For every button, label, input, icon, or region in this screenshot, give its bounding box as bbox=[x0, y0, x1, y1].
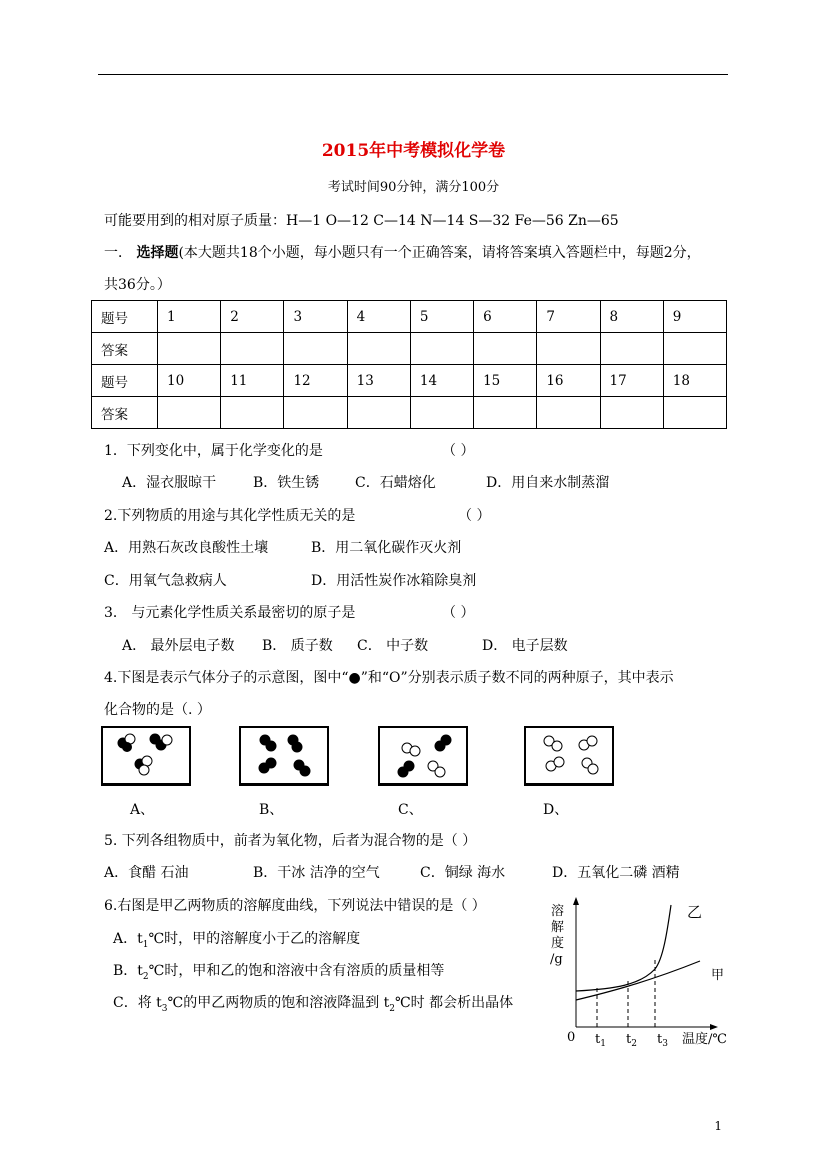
q3-option-a: A． 最外层电子数 bbox=[122, 638, 235, 654]
q3-option-c: C． 中子数 bbox=[357, 638, 429, 654]
q6-b-pre: B．t bbox=[113, 963, 143, 979]
molecule-box-b bbox=[239, 726, 329, 786]
q1-option-b: B．铁生锈 bbox=[253, 475, 320, 491]
answer-cell[interactable] bbox=[600, 397, 663, 429]
section1-heading bbox=[104, 242, 701, 262]
row-label: 题号 bbox=[92, 365, 158, 397]
table-cell: 14 bbox=[410, 365, 473, 397]
q5-option-c: C．铜绿 海水 bbox=[420, 865, 506, 881]
molecule-box-c bbox=[378, 726, 468, 786]
q6-c-pre: C．将 t bbox=[113, 995, 162, 1011]
curve-label-yi: 乙 bbox=[687, 903, 703, 921]
table-cell: 2 bbox=[221, 301, 284, 333]
molecule-box-d bbox=[524, 726, 614, 786]
answer-cell[interactable] bbox=[347, 397, 410, 429]
table-cell: 13 bbox=[347, 365, 410, 397]
table-cell: 10 bbox=[158, 365, 221, 397]
answer-cell[interactable] bbox=[221, 397, 284, 429]
q4-option-a: A、 bbox=[130, 802, 155, 818]
answer-cell[interactable] bbox=[537, 333, 600, 365]
q2-paren: （ ） bbox=[458, 508, 491, 524]
q6-stem: 6.右图是甲乙两物质的溶解度曲线，下列说法中错误的是（ ） bbox=[104, 898, 486, 914]
answer-cell[interactable] bbox=[347, 333, 410, 365]
answer-cell[interactable] bbox=[158, 333, 221, 365]
table-cell: 5 bbox=[410, 301, 473, 333]
answer-cell[interactable] bbox=[600, 333, 663, 365]
row-label: 题号 bbox=[92, 301, 158, 333]
graph-ylabel-3: 度 bbox=[551, 936, 565, 951]
q2-option-c: C．用氧气急救病人 bbox=[104, 573, 227, 589]
answer-cell[interactable] bbox=[474, 397, 537, 429]
row-label: 答案 bbox=[92, 397, 158, 429]
q6-b-post: ℃时，甲和乙的饱和溶液中含有溶质的质量相等 bbox=[148, 963, 445, 979]
exam-subtitle: 考试时间90分钟，满分100分 bbox=[327, 180, 500, 195]
q4-option-d: D、 bbox=[543, 802, 569, 818]
answer-table bbox=[91, 300, 727, 429]
tick-t1: $t_1$ bbox=[595, 1032, 606, 1049]
table-cell: 1 bbox=[158, 301, 221, 333]
answer-cell[interactable] bbox=[284, 333, 347, 365]
header-rule bbox=[98, 74, 728, 75]
table-cell: 16 bbox=[537, 365, 600, 397]
q6-a-pre: A．t bbox=[113, 931, 143, 947]
q5-option-d: D．五氧化二磷 酒精 bbox=[552, 865, 680, 881]
table-row bbox=[92, 365, 727, 397]
graph-xlabel: 温度/℃ bbox=[682, 1032, 727, 1047]
answer-cell[interactable] bbox=[474, 333, 537, 365]
q6-c-sub2: 2 bbox=[389, 1003, 396, 1014]
table-cell: 7 bbox=[537, 301, 600, 333]
row-label: 答案 bbox=[92, 333, 158, 365]
q6-a-post: ℃时，甲的溶解度小于乙的溶解度 bbox=[148, 931, 361, 947]
y-axis-arrow-icon bbox=[573, 897, 579, 905]
q4-stem: 4.下图是表示气体分子的示意图，图中“●”和“O”分别表示质子数不同的两种原子，其中表示 bbox=[104, 670, 674, 686]
q6-c-mid: ℃的甲乙两物质的饱和溶液降温到 t bbox=[167, 995, 390, 1011]
table-row bbox=[92, 397, 727, 429]
answer-cell[interactable] bbox=[663, 333, 726, 365]
exam-title: 2015年中考模拟化学卷 bbox=[321, 141, 506, 161]
section1-prefix: 一． bbox=[104, 245, 137, 261]
graph-ylabel-4: /g bbox=[550, 952, 563, 967]
table-cell: 8 bbox=[600, 301, 663, 333]
q1-option-c: C．石蜡熔化 bbox=[355, 475, 436, 491]
atomic-masses: 可能要用到的相对原子质量：H—1 O—12 C—14 N—14 S—32 Fe—56 Zn—65 bbox=[104, 213, 619, 229]
section1-bold: 选择题 bbox=[136, 245, 179, 261]
curve-label-jia: 甲 bbox=[711, 968, 725, 983]
q6-option-a bbox=[113, 928, 360, 950]
q4-option-c: C、 bbox=[398, 802, 423, 818]
q1-paren: （ ） bbox=[442, 443, 475, 459]
q2-option-a: A．用熟石灰改良酸性土壤 bbox=[104, 540, 269, 556]
graph-origin: 0 bbox=[567, 1030, 576, 1045]
table-row bbox=[92, 333, 727, 365]
table-cell: 4 bbox=[347, 301, 410, 333]
q5-option-b: B．干冰 洁净的空气 bbox=[253, 865, 380, 881]
table-cell: 15 bbox=[474, 365, 537, 397]
table-cell: 18 bbox=[663, 365, 726, 397]
table-cell: 9 bbox=[663, 301, 726, 333]
table-cell: 17 bbox=[600, 365, 663, 397]
table-cell: 12 bbox=[284, 365, 347, 397]
molecule-diagram-c-icon bbox=[380, 728, 466, 783]
answer-cell[interactable] bbox=[537, 397, 600, 429]
q1-stem: 1．下列变化中，属于化学变化的是 bbox=[104, 443, 323, 459]
q3-option-d: D． 电子层数 bbox=[482, 638, 568, 654]
q5-stem: 5. 下列各组物质中，前者为氧化物，后者为混合物的是（ ） bbox=[104, 833, 477, 849]
curve-yi bbox=[576, 905, 671, 991]
answer-cell[interactable] bbox=[158, 397, 221, 429]
answer-cell[interactable] bbox=[410, 333, 473, 365]
tick-t2: $t_2$ bbox=[626, 1032, 637, 1049]
section1-cont: 共36分。） bbox=[104, 277, 171, 293]
q3-option-b: B． 质子数 bbox=[262, 638, 333, 654]
q6-c-sub: 3 bbox=[161, 1003, 168, 1014]
table-cell: 6 bbox=[474, 301, 537, 333]
q4-stem-cont: 化合物的是（. ） bbox=[104, 702, 211, 718]
molecule-diagram-a-icon bbox=[103, 728, 189, 783]
q6-option-b bbox=[113, 960, 444, 982]
q4-option-b: B、 bbox=[259, 802, 284, 818]
x-axis-arrow-icon bbox=[710, 1024, 718, 1030]
answer-cell[interactable] bbox=[410, 397, 473, 429]
q2-option-b: B．用二氧化碳作灭火剂 bbox=[311, 540, 462, 556]
graph-ylabel-1: 溶 bbox=[551, 904, 565, 919]
answer-cell[interactable] bbox=[221, 333, 284, 365]
q3-stem: 3． 与元素化学性质关系最密切的原子是 bbox=[104, 605, 356, 621]
q1-option-d: D．用自来水制蒸溜 bbox=[486, 475, 610, 491]
q1-option-a: A．湿衣服晾干 bbox=[122, 475, 217, 491]
q2-stem: 2.下列物质的用途与其化学性质无关的是 bbox=[104, 508, 356, 524]
molecule-box-a bbox=[101, 726, 191, 786]
q5-option-a: A．食醋 石油 bbox=[104, 865, 189, 881]
q6-option-c bbox=[113, 992, 513, 1014]
q6-b-sub: 2 bbox=[142, 971, 149, 982]
table-cell: 3 bbox=[284, 301, 347, 333]
page-number: 1 bbox=[714, 1119, 722, 1133]
answer-cell[interactable] bbox=[663, 397, 726, 429]
table-row bbox=[92, 301, 727, 333]
section1-text: (本大题共18个小题，每小题只有一个正确答案，请将答案填入答题栏中，每题2分， bbox=[178, 245, 701, 261]
table-cell: 11 bbox=[221, 365, 284, 397]
tick-t3: $t_3$ bbox=[657, 1032, 668, 1049]
molecule-diagram-b-icon bbox=[241, 728, 327, 783]
answer-cell[interactable] bbox=[284, 397, 347, 429]
solubility-graph bbox=[545, 895, 745, 1055]
q6-a-sub: 1 bbox=[142, 939, 149, 950]
molecule-diagram-d-icon bbox=[526, 728, 612, 783]
q2-option-d: D．用活性炭作冰箱除臭剂 bbox=[311, 573, 477, 589]
graph-ylabel-2: 解 bbox=[551, 920, 565, 935]
q6-c-post: ℃时 都会析出晶体 bbox=[395, 995, 514, 1011]
q3-paren: （ ） bbox=[442, 605, 475, 621]
